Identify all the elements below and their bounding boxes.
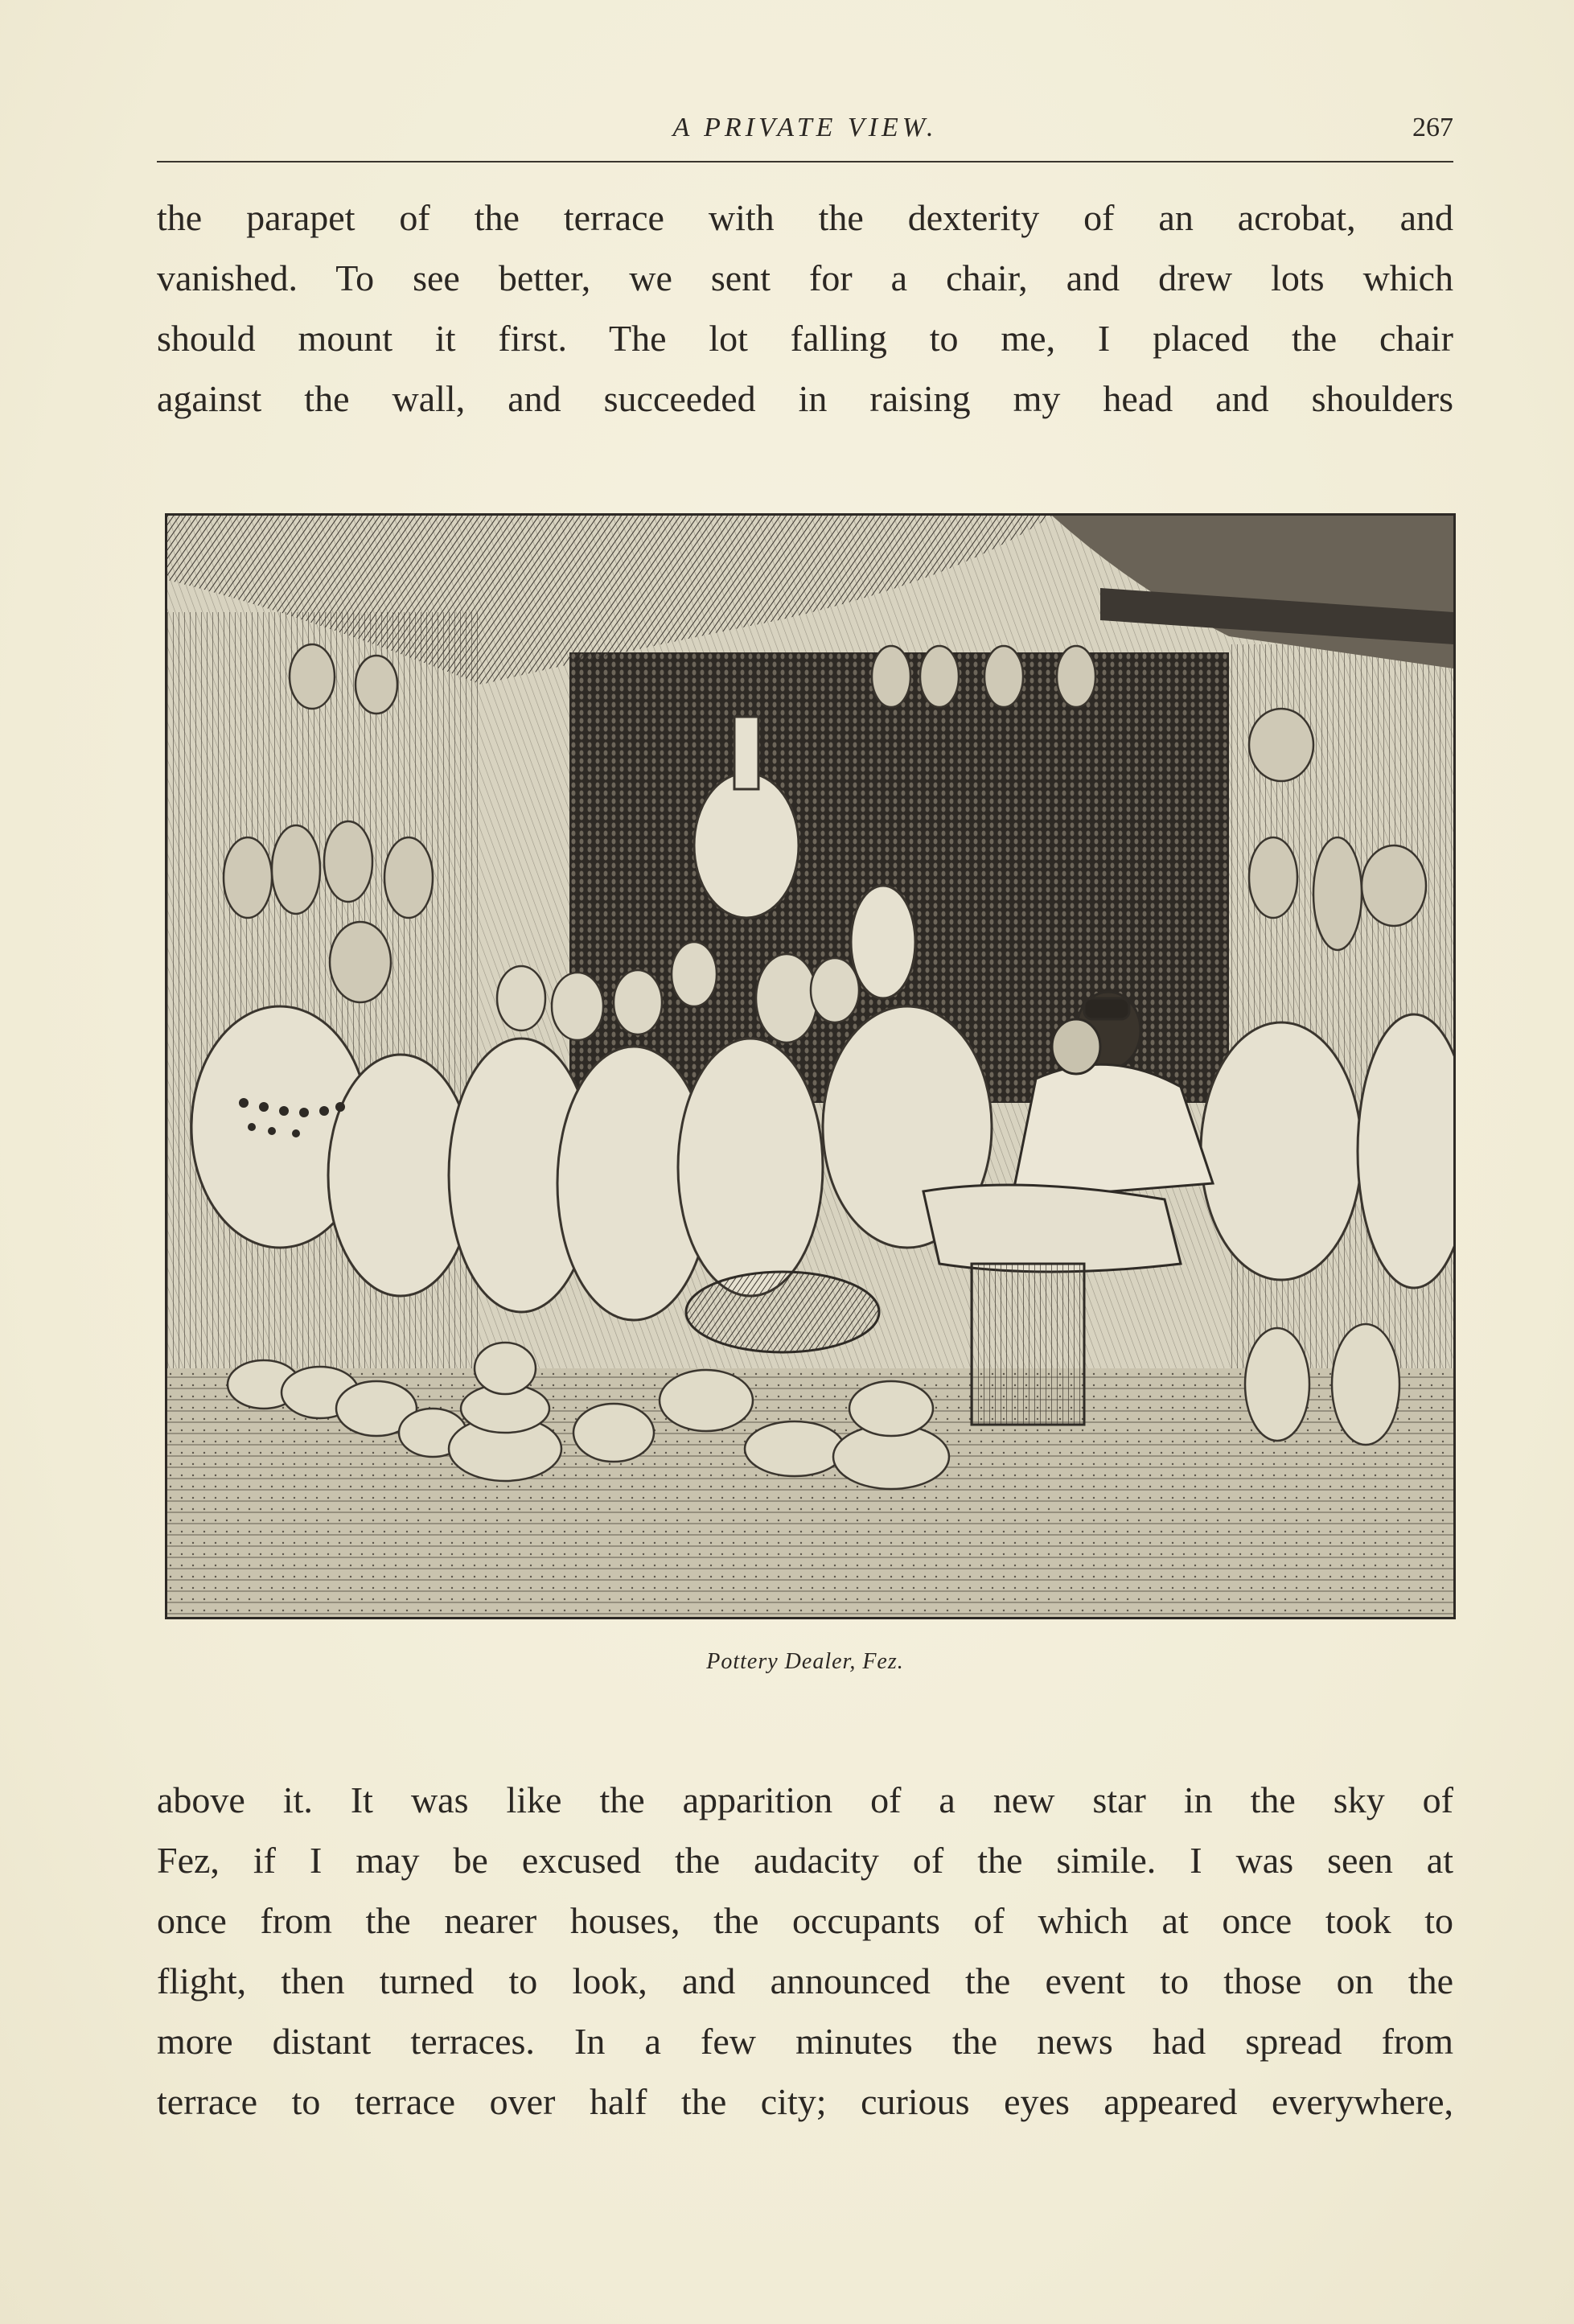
- text-line: more distant terraces. In a few minutes the news had spread from: [157, 2021, 1453, 2062]
- text-line: the parapet of the terrace with the dexterity of an acrobat, and: [157, 197, 1453, 238]
- paragraph-bottom: [157, 1770, 1453, 2132]
- text-line: flight, then turned to look, and announced the event to those on the: [157, 1960, 1453, 2001]
- figure-caption: Pottery Dealer, Fez.: [706, 1649, 904, 1674]
- paragraph-top: [157, 187, 1453, 429]
- page-number: 267: [1412, 113, 1453, 142]
- text-line: once from the nearer houses, the occupants of which at once took to: [157, 1900, 1453, 1941]
- pottery-dealer-engraving: [167, 516, 1453, 1617]
- text-line: above it. It was like the apparition of a new star in the sky of: [157, 1779, 1453, 1820]
- text-line: should mount it first. The lot falling to me, I placed the chair: [157, 318, 1453, 359]
- text-line: terrace to terrace over half the city; curious eyes appeared everywhere,: [157, 2081, 1453, 2122]
- text-line: vanished. To see better, we sent for a chair, and drew lots which: [157, 257, 1453, 298]
- running-title: A PRIVATE VIEW.: [672, 113, 938, 142]
- text-line: against the wall, and succeeded in raising my head and shoulders: [157, 378, 1453, 419]
- header-rule: [157, 161, 1453, 162]
- text-line: Fez, if I may be excused the audacity of the simile. I was seen at: [157, 1840, 1453, 1881]
- running-head: [157, 113, 1453, 150]
- engraving-illustration: [165, 513, 1456, 1619]
